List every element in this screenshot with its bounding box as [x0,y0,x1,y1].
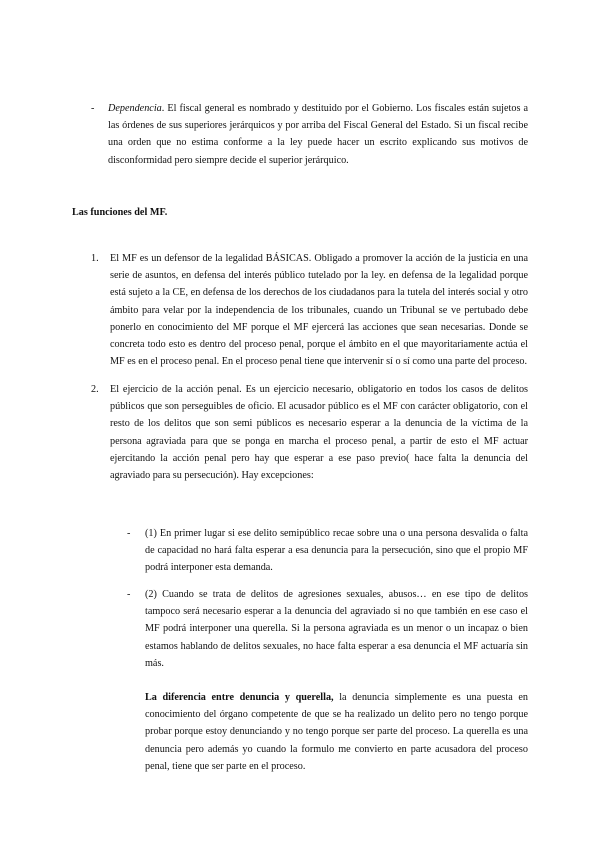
diferencia-paragraph [145,689,528,775]
item-1-paragraph: El MF es un defensor de la legalidad BÁSICAS. Obligado a promover la acción de la justicia en una serie de asuntos, en defensa del interés público tutelado por la ley. en defensa de la legalidad porque está sujeto a la CE, en defensa de los derechos de los ciudadanos para la tutela del interés social y otro ámbito para velar por la independencia de los tribunales, cuando un Tribunal se ve pertubado debe ponerlo en conocimiento del MF porque el MF ejercerá las acciones que sean necesarias. Donde se concreta todo esto es dentro del proceso penal, porque el ámbito en el que mayoritariamente actúa el MF es en el proceso penal. En el proceso penal tiene que intervenir sí o sí como una parte del proceso. [110,253,528,368]
section-title: Las funciones del MF. [72,207,168,218]
diferencia-heading: La diferencia entre denuncia y querella, [145,692,334,703]
dependencia-paragraph [108,100,528,169]
item-number: 1. [91,253,99,264]
dependencia-term: Dependencia [108,103,162,114]
diferencia-text: la denuncia simplemente es una puesta en conocimiento del órgano competente de que se ha realizado un delito pero no tengo porque probar porque estoy denunciando y no tengo porque ser parte del proceso. La querella es una denuncia pero además yo cuando la formulo me convierto en parte acusadora del proceso penal, tiene que ser parte en el proceso. [145,692,528,772]
list-dash-marker: - [91,103,95,114]
subitem-dash-marker: - [127,589,131,600]
subitem-1-paragraph: (1) En primer lugar si ese delito semipúblico recae sobre una o una persona desvalida o falta de capacidad no hará falta esperar a esa denuncia para la persecución, sino que el propio MF podrá interponer esta demanda. [145,528,528,574]
subitem-2-paragraph: (2) Cuando se trata de delitos de agresiones sexuales, abusos… en ese tipo de delitos tampoco será necesario esperar a la denuncia del agraviado si no que también en ese caso el MF podrá interponer una querella. Si la persona agraviada es un menor o un incapaz o bien estamos hablando de delitos sexuales, no hace falta esperar a esa denuncia el MF actuaría sin más. [145,589,528,669]
dependencia-text: . El fiscal general es nombrado y destituido por el Gobierno. Los fiscales están sujetos a las órdenes de sus superiores jerárquicos y por arriba del Fiscal General del Estado. Si un fiscal recibe una orden que no estima conforme a la ley puede hacer un escrito explicando sus motivos de disconformidad pero siempre decide el superior jerárquico. [108,103,528,166]
subitem-dash-marker: - [127,528,131,539]
item-2-paragraph: El ejercicio de la acción penal. Es un ejercicio necesario, obligatorio en todos los casos de delitos públicos que son perseguibles de oficio. El acusador público es el MF con carácter obligatorio, con el resto de los delitos que son semi públicos es necesario esperar a la denuncia de la víctima de la persona agraviada para que se ponga en marcha el proceso penal, a partir de esto el MF actuar ejercitando la acción penal pero hay que esperar a ese paso previo( hace falta la denuncia del agraviado para su persecución). Hay excepciones: [110,384,528,482]
item-number: 2. [91,384,99,395]
